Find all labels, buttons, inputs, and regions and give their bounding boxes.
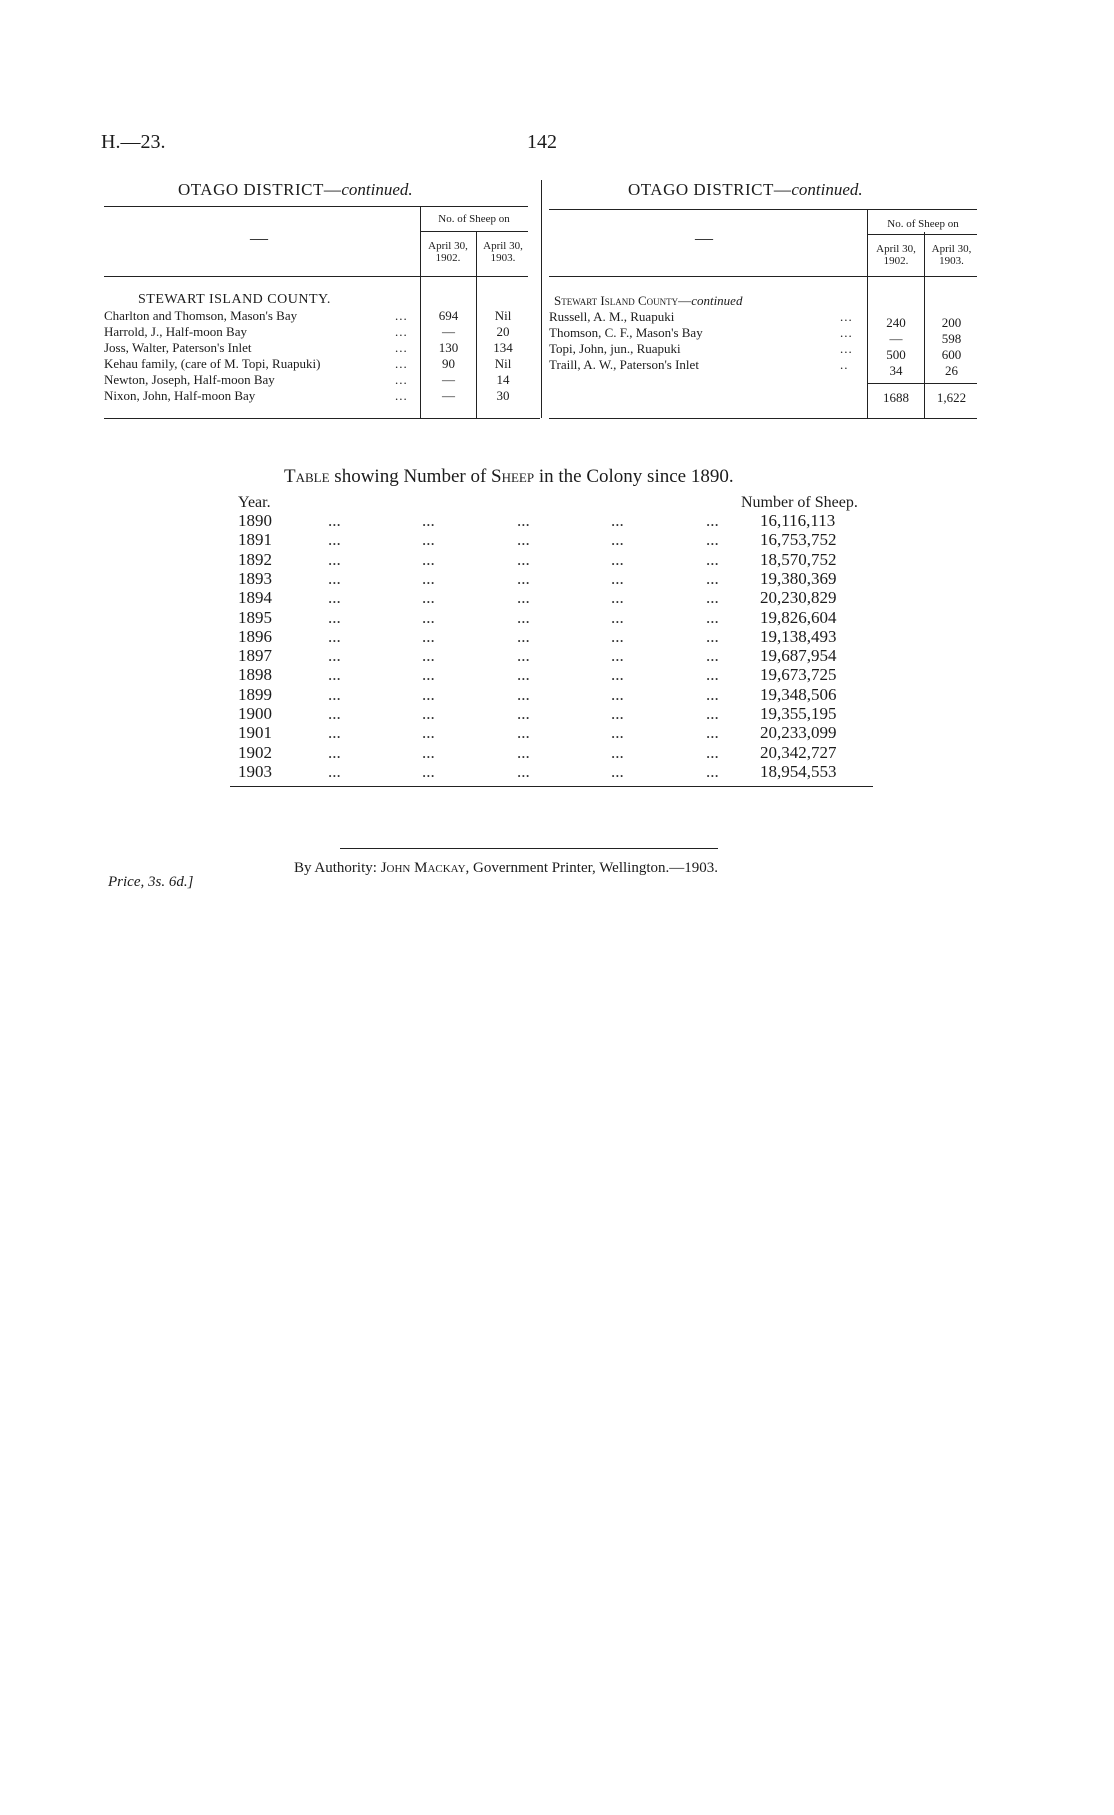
left-row-leader: ...	[395, 372, 408, 387]
sheep-row-leader: ...	[706, 549, 719, 569]
left-row-leader: ...	[395, 324, 408, 339]
price-note: Price, 3s. 6d.]	[108, 874, 194, 890]
right-top-rule	[549, 209, 977, 210]
sheep-row-leader: ...	[517, 761, 530, 781]
right-row-name: Topi, John, jun., Ruapuki	[549, 341, 681, 356]
left-col-1902: April 30, 1902.	[428, 240, 468, 264]
left-row-name: Kehau family, (care of M. Topi, Ruapuki)	[104, 356, 321, 371]
sheep-row-leader: ...	[611, 549, 624, 569]
right-total-1902: 1688	[883, 390, 909, 405]
sheep-row-leader: ...	[517, 530, 530, 550]
right-row-name: Traill, A. W., Paterson's Inlet	[549, 357, 699, 372]
right-col-1902: April 30, 1902.	[876, 243, 916, 267]
sheep-row-leader: ...	[706, 530, 719, 550]
sheep-table-title: Table showing Number of Sheep in the Colony since 1890.	[284, 466, 734, 487]
sheep-row-leader: ...	[422, 723, 435, 743]
right-row-name: Thomson, C. F., Mason's Bay	[549, 325, 703, 340]
sheep-row-leader: ...	[328, 549, 341, 569]
sheep-row-year: 1899	[238, 684, 272, 704]
right-row-1902: —	[889, 331, 903, 346]
page-number: 142	[527, 131, 557, 153]
left-row-1903: 134	[493, 340, 513, 355]
sheep-row-count: 20,233,099	[760, 723, 837, 743]
sheep-row-year: 1892	[238, 549, 272, 569]
sheep-row-count: 19,380,369	[760, 568, 837, 588]
sheep-row-leader: ...	[706, 568, 719, 588]
sheep-row-leader: ...	[611, 761, 624, 781]
left-group-header: No. of Sheep on	[438, 213, 510, 225]
sheep-table-bottom-rule	[230, 786, 873, 787]
left-row-1903: 30	[496, 388, 510, 403]
sheep-row-leader: ...	[611, 665, 624, 685]
sheep-row-leader: ...	[422, 704, 435, 723]
sheep-row-year: 1895	[238, 607, 272, 627]
col-year-header: Year.	[238, 494, 271, 511]
left-section-heading: STEWART ISLAND COUNTY.	[138, 292, 331, 307]
sheep-row-year: 1893	[238, 568, 272, 588]
sheep-row-year: 1902	[238, 742, 272, 762]
right-row-leader: ...	[840, 325, 853, 340]
sheep-row-leader: ...	[422, 530, 435, 550]
right-row-1903: 200	[941, 315, 962, 330]
sheep-row-leader: ...	[328, 665, 341, 685]
sheep-row-leader: ...	[706, 761, 719, 781]
sheep-row-leader: ...	[517, 742, 530, 762]
sheep-row-count: 19,687,954	[760, 646, 837, 666]
sheep-row-count: 18,954,553	[760, 761, 837, 781]
sheep-row-leader: ...	[328, 704, 341, 723]
sheep-row-count: 16,753,752	[760, 530, 837, 550]
left-row-leader: ...	[395, 356, 408, 371]
left-row-1903: 20	[496, 324, 510, 339]
sheep-row-count: 19,826,604	[760, 607, 837, 627]
col-number-header: Number of Sheep.	[741, 494, 858, 511]
right-bottom-rule	[549, 418, 977, 419]
authority-line: By Authority: John Mackay, Government Printer, Wellington.—1903.	[294, 860, 719, 876]
sheep-row-leader: ...	[422, 665, 435, 685]
footer-rule	[340, 848, 718, 849]
sheep-row-year: 1901	[238, 723, 272, 743]
sheep-row-year: 1896	[238, 626, 272, 646]
left-row-1902: —	[442, 324, 455, 339]
sheep-row-leader: ...	[706, 511, 719, 530]
left-col-1903: April 30, 1903.	[483, 240, 523, 264]
right-total-1903: 1,622	[936, 390, 967, 405]
left-row-1902: 130	[438, 340, 459, 355]
sheep-row-leader: ...	[328, 607, 341, 627]
right-row-1903: 26	[945, 363, 958, 378]
left-row-leader: ...	[395, 340, 408, 355]
sheep-row-leader: ...	[328, 568, 341, 588]
sheep-row-leader: ...	[706, 588, 719, 608]
sheep-row-leader: ...	[328, 530, 341, 550]
right-row-1902: 240	[886, 315, 906, 330]
sheep-row-leader: ...	[422, 626, 435, 646]
sheep-row-count: 19,673,725	[760, 665, 837, 685]
sheep-row-year: 1894	[238, 588, 272, 608]
right-divider-1	[867, 209, 868, 418]
left-panel-title: OTAGO DISTRICT—continued.	[178, 180, 413, 199]
sheep-row-leader: ...	[422, 549, 435, 569]
sheep-row-leader: ...	[611, 607, 624, 627]
left-header-rule	[104, 276, 528, 277]
sheep-row-leader: ...	[611, 723, 624, 743]
sheep-row-leader: ...	[422, 568, 435, 588]
sheep-row-leader: ...	[706, 723, 719, 743]
sheep-row-leader: ...	[611, 530, 624, 550]
sheep-row-count: 19,355,195	[760, 704, 837, 723]
page-code: H.—23.	[101, 131, 166, 153]
sheep-row-leader: ...	[422, 588, 435, 608]
left-row-1903: 14	[496, 372, 510, 387]
right-row-leader: ..	[840, 357, 849, 372]
left-row-1902: —	[442, 372, 455, 387]
sheep-row-leader: ...	[611, 684, 624, 704]
sheep-row-count: 20,342,727	[760, 742, 837, 762]
sheep-row-leader: ...	[706, 607, 719, 627]
sheep-row-year: 1898	[238, 665, 272, 685]
right-panel-title: OTAGO DISTRICT—continued.	[628, 180, 863, 199]
panel-divider	[541, 180, 542, 418]
right-group-header: No. of Sheep on	[887, 218, 959, 230]
sheep-row-leader: ...	[611, 704, 624, 723]
sheep-row-leader: ...	[422, 646, 435, 666]
sheep-row-leader: ...	[422, 742, 435, 762]
sheep-row-leader: ...	[328, 723, 341, 743]
right-col-1903: April 30, 1903.	[931, 243, 972, 267]
sheep-row-leader: ...	[517, 665, 530, 685]
left-row-1903: Nil	[494, 308, 512, 323]
sheep-row-leader: ...	[611, 742, 624, 762]
right-row-1902: 500	[886, 347, 906, 362]
left-row-1902: 694	[438, 308, 459, 323]
sheep-row-year: 1890	[238, 511, 272, 530]
sheep-row-count: 20,230,829	[760, 588, 837, 608]
sheep-row-count: 18,570,752	[760, 549, 837, 569]
sheep-row-leader: ...	[517, 626, 530, 646]
sheep-row-count: 16,116,113	[760, 511, 836, 530]
right-section-heading: Stewart Island County—continued	[554, 293, 743, 308]
left-row-name: Nixon, John, Half-moon Bay	[104, 388, 256, 403]
sheep-row-leader: ...	[517, 723, 530, 743]
left-row-name: Charlton and Thomson, Mason's Bay	[104, 308, 298, 323]
left-bottom-rule	[104, 418, 540, 419]
left-dash-header: —	[250, 228, 268, 248]
left-top-rule	[104, 206, 528, 207]
right-row-leader: ...	[840, 341, 853, 356]
sheep-row-leader: ...	[706, 704, 719, 723]
sheep-row-leader: ...	[517, 511, 530, 530]
sheep-row-leader: ...	[611, 588, 624, 608]
sheep-row-year: 1897	[238, 646, 272, 666]
sheep-row-leader: ...	[611, 511, 624, 530]
right-row-1902: 34	[889, 363, 903, 378]
sheep-row-leader: ...	[706, 646, 719, 666]
sheep-row-leader: ...	[517, 646, 530, 666]
right-total-rule	[867, 383, 977, 384]
left-row-1902: —	[442, 388, 455, 403]
left-row-leader: ...	[395, 308, 408, 323]
sheep-row-leader: ...	[422, 607, 435, 627]
sheep-row-leader: ...	[328, 684, 341, 704]
sheep-row-leader: ...	[706, 684, 719, 704]
sheep-row-year: 1891	[238, 530, 272, 550]
sheep-row-leader: ...	[517, 549, 530, 569]
sheep-row-leader: ...	[611, 626, 624, 646]
sheep-row-leader: ...	[611, 568, 624, 588]
right-group-rule	[867, 234, 977, 235]
right-row-leader: ...	[840, 309, 853, 324]
sheep-row-year: 1903	[238, 761, 272, 781]
sheep-row-leader: ...	[328, 742, 341, 762]
right-row-1903: 598	[941, 331, 962, 346]
sheep-row-leader: ...	[328, 626, 341, 646]
right-dash-header: —	[695, 228, 713, 248]
sheep-row-leader: ...	[422, 684, 435, 704]
sheep-row-count: 19,348,506	[760, 684, 837, 704]
left-row-1903: Nil	[494, 356, 512, 371]
sheep-row-leader: ...	[328, 646, 341, 666]
sheep-row-leader: ...	[328, 588, 341, 608]
sheep-row-leader: ...	[611, 646, 624, 666]
sheep-row-year: 1900	[238, 704, 272, 723]
right-row-name: Russell, A. M., Ruapuki	[549, 309, 675, 324]
sheep-row-leader: ...	[422, 761, 435, 781]
sheep-row-leader: ...	[517, 607, 530, 627]
left-row-name: Newton, Joseph, Half-moon Bay	[104, 372, 275, 387]
left-row-leader: ...	[395, 388, 408, 403]
left-group-rule	[420, 231, 528, 232]
sheep-row-count: 19,138,493	[760, 626, 837, 646]
sheep-row-leader: ...	[706, 665, 719, 685]
sheep-row-leader: ...	[328, 761, 341, 781]
sheep-row-leader: ...	[706, 626, 719, 646]
sheep-row-leader: ...	[517, 588, 530, 608]
sheep-row-leader: ...	[517, 684, 530, 704]
sheep-row-leader: ...	[422, 511, 435, 530]
sheep-row-leader: ...	[706, 742, 719, 762]
sheep-row-leader: ...	[517, 568, 530, 588]
left-row-1902: 90	[442, 356, 455, 371]
right-row-1903: 600	[941, 347, 962, 362]
sheep-row-leader: ...	[328, 511, 341, 530]
right-header-rule	[549, 276, 977, 277]
left-row-name: Harrold, J., Half-moon Bay	[104, 324, 247, 339]
sheep-row-leader: ...	[517, 704, 530, 723]
left-row-name: Joss, Walter, Paterson's Inlet	[104, 340, 252, 355]
